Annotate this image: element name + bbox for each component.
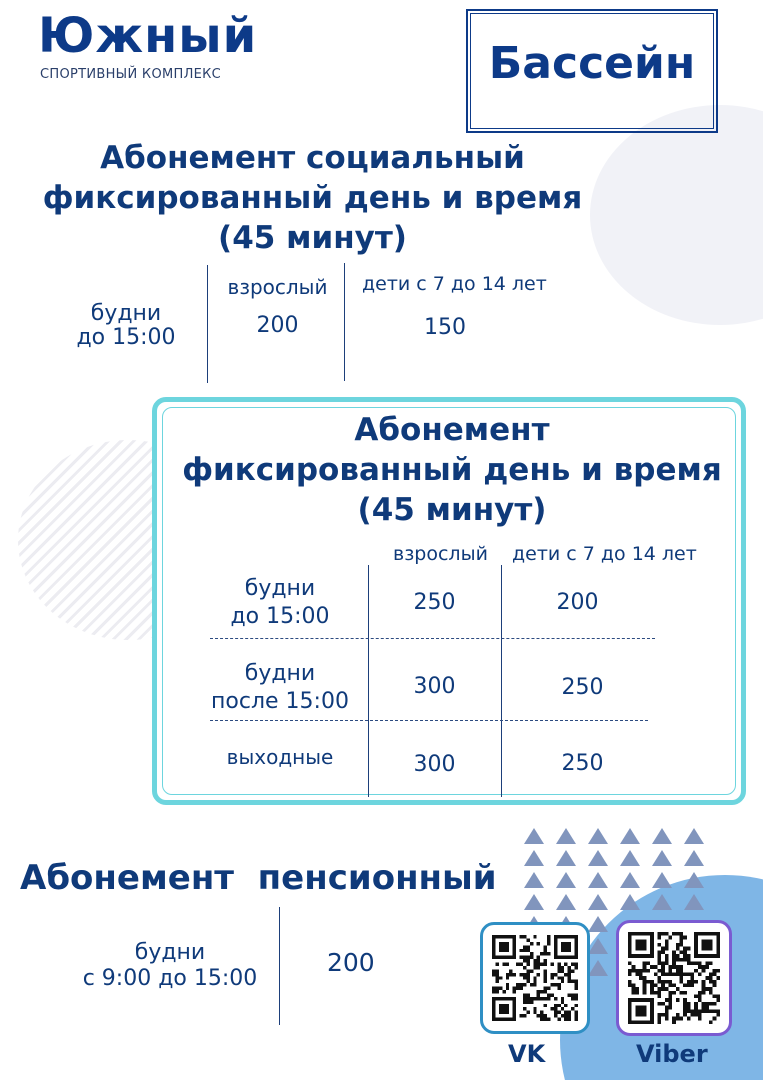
fixed-title-line: фиксированный день и время <box>182 452 722 488</box>
decorative-triangle <box>652 894 672 910</box>
fixed-price-kids: 250 <box>561 751 604 776</box>
decorative-triangle <box>556 894 576 910</box>
decorative-triangle <box>524 872 544 888</box>
viber-qr-code[interactable] <box>616 920 732 1036</box>
pension-price: 200 <box>327 948 375 977</box>
brand-name: Южный <box>38 8 258 64</box>
row-label-line: до 15:00 <box>76 325 176 350</box>
decorative-triangle <box>524 850 544 866</box>
fixed-title <box>162 410 742 530</box>
fixed-row-label <box>195 660 365 716</box>
row-label-line: с 9:00 до 15:00 <box>82 966 258 991</box>
vk-label: VK <box>508 1040 546 1068</box>
fixed-title-line: (45 минут) <box>357 492 547 528</box>
decorative-triangle <box>684 828 704 844</box>
decorative-triangle <box>620 872 640 888</box>
decorative-triangle <box>524 828 544 844</box>
viber-label: Viber <box>636 1040 708 1068</box>
decorative-triangle <box>588 872 608 888</box>
row-divider <box>210 720 648 721</box>
decorative-triangle <box>620 850 640 866</box>
social-price-kids: 150 <box>424 315 466 340</box>
fixed-price-adult: 300 <box>413 752 456 777</box>
decorative-triangle <box>684 894 704 910</box>
fixed-price-adult: 300 <box>413 674 456 699</box>
fixed-price-adult: 250 <box>413 590 456 615</box>
decorative-triangle <box>588 938 608 954</box>
fixed-row-label <box>205 575 355 631</box>
decorative-triangle <box>588 850 608 866</box>
section-label: Бассейн <box>488 38 696 89</box>
decorative-triangle <box>588 916 608 932</box>
pension-title: Абонемент пенсионный <box>20 858 497 898</box>
pension-row-label <box>70 940 270 992</box>
decorative-triangle <box>684 872 704 888</box>
social-row-label <box>56 302 196 350</box>
decorative-triangle <box>684 850 704 866</box>
decorative-triangle <box>556 872 576 888</box>
decorative-triangle <box>652 850 672 866</box>
row-label-line: будни <box>90 301 162 326</box>
fixed-row-label <box>205 745 355 769</box>
fixed-title-line: Абонемент <box>354 412 550 448</box>
column-divider <box>344 263 345 381</box>
social-col-header-kids: дети с 7 до 14 лет <box>362 273 547 295</box>
fixed-col-header-adult: взрослый <box>393 543 488 565</box>
qr-code-icon <box>628 932 720 1024</box>
row-label-line: до 15:00 <box>230 604 330 629</box>
social-price-adult: 200 <box>256 313 299 338</box>
qr-code-icon <box>492 934 578 1022</box>
decorative-triangle <box>556 850 576 866</box>
brand-subtitle: СПОРТИВНЫЙ КОМПЛЕКС <box>40 67 222 82</box>
row-label-line: будни <box>244 661 316 686</box>
decorative-triangle <box>556 828 576 844</box>
column-divider <box>279 907 280 1025</box>
row-label-line: будни <box>244 576 316 601</box>
decorative-triangle <box>588 828 608 844</box>
row-label-line: выходные <box>226 745 334 769</box>
fixed-price-kids: 250 <box>561 675 604 700</box>
fixed-price-kids: 200 <box>556 590 599 615</box>
decorative-triangle <box>620 894 640 910</box>
social-title-line: Абонемент социальный <box>100 140 525 176</box>
row-label-line: будни <box>134 940 206 965</box>
row-label-line: после 15:00 <box>211 689 349 714</box>
column-divider <box>501 565 502 797</box>
decorative-triangle <box>524 894 544 910</box>
social-title-line: (45 минут) <box>218 220 407 256</box>
decorative-triangle <box>588 894 608 910</box>
vk-qr-code[interactable] <box>480 922 590 1034</box>
column-divider <box>207 265 208 383</box>
fixed-col-header-kids: дети с 7 до 14 лет <box>512 543 697 565</box>
row-divider <box>210 638 655 639</box>
social-col-header-adult: взрослый <box>227 275 328 299</box>
social-title-line: фиксированный день и время <box>42 180 583 216</box>
column-divider <box>368 565 369 797</box>
social-title <box>0 138 625 258</box>
decorative-triangle <box>652 872 672 888</box>
decorative-triangle <box>588 960 608 976</box>
decorative-triangle <box>652 828 672 844</box>
decorative-triangle <box>620 828 640 844</box>
